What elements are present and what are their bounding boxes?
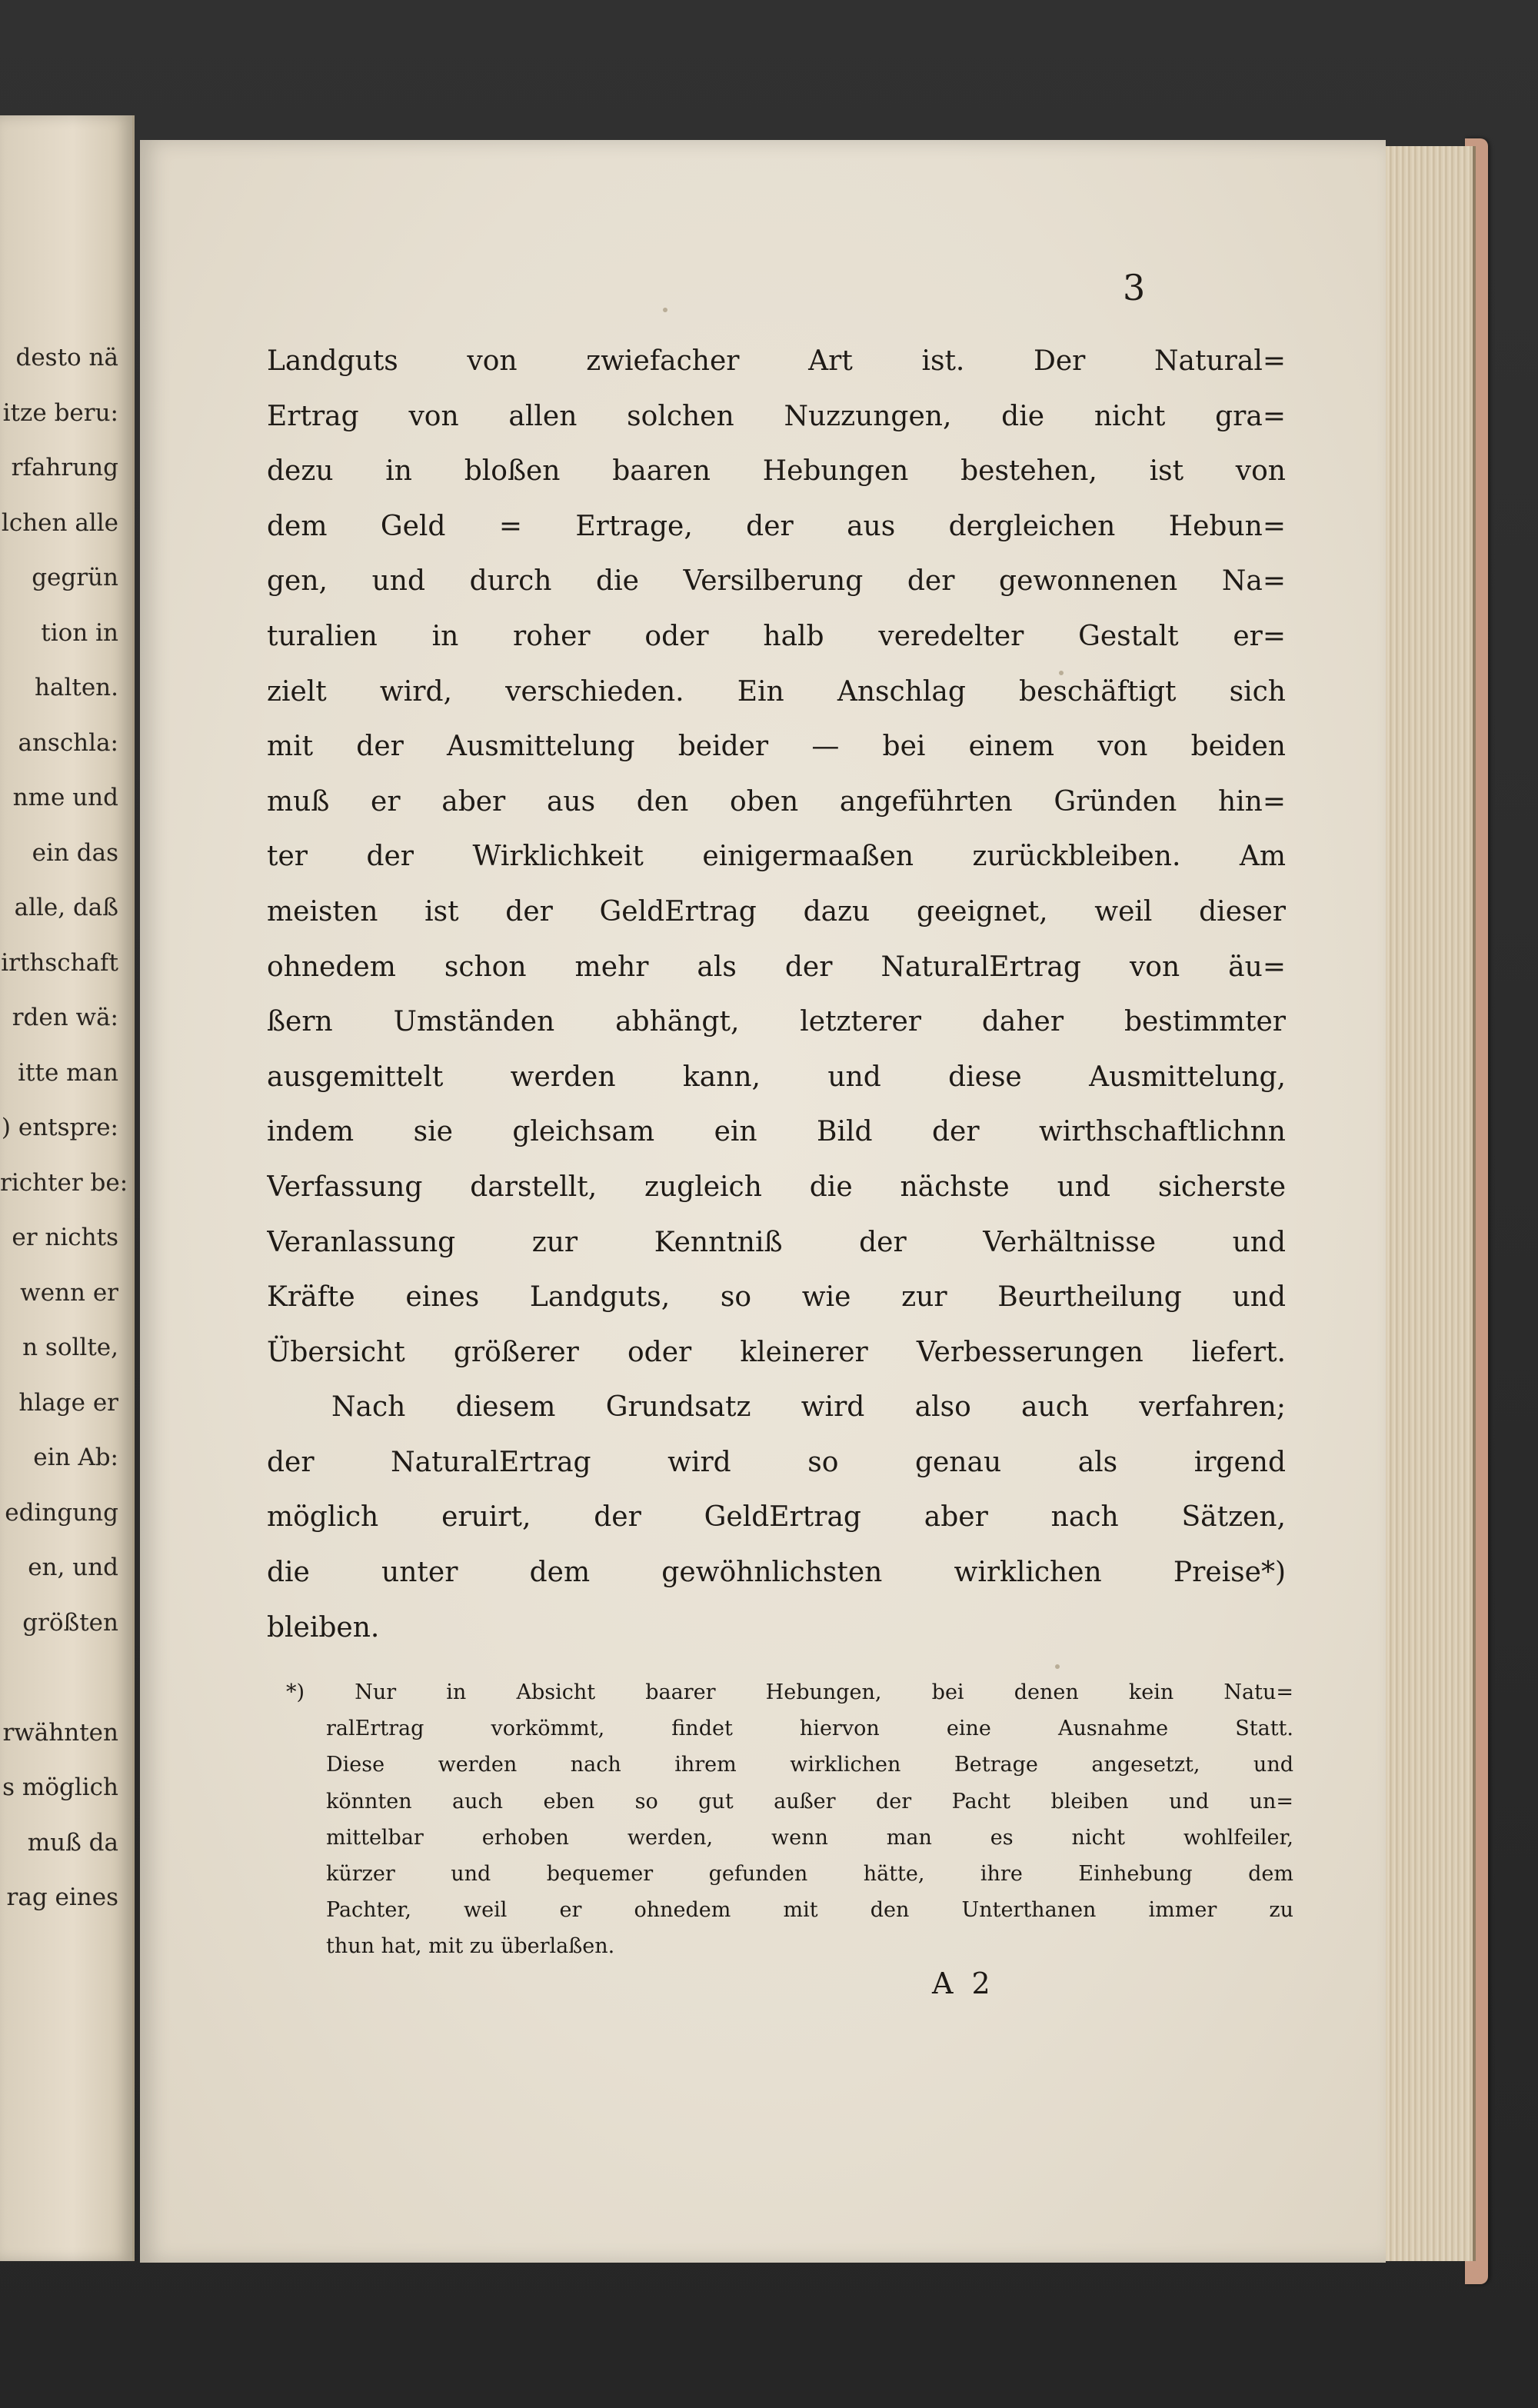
left-facing-page <box>0 115 135 2261</box>
text-line: meisten ist der GeldErtrag dazu geeignet, weil dieser <box>267 895 1286 928</box>
left-line: hlage er <box>18 1388 118 1417</box>
left-line: desto nä <box>15 344 118 371</box>
footnote-line: thun hat, mit zu überlaßen. <box>326 1934 615 1959</box>
left-line: wenn er <box>20 1278 118 1307</box>
left-line: irthschaft <box>1 948 118 977</box>
left-line: ein das <box>32 838 118 867</box>
text-line: Ertrag von allen solchen Nuzzungen, die nicht gra= <box>267 400 1286 432</box>
text-line: indem sie gleichsam ein Bild der wirthschaftlichnn <box>267 1116 1286 1148</box>
left-line: itze beru: <box>2 398 118 427</box>
text-line: der NaturalErtrag wird so genau als irgend <box>267 1446 1286 1478</box>
left-line: rag eines <box>6 1883 118 1911</box>
text-line: dem Geld = Ertrage, der aus dergleichen Hebun= <box>267 510 1286 542</box>
text-line: Verfassung darstellt, zugleich die nächste und sicherste <box>267 1171 1286 1203</box>
text-line: ohnedem schon mehr als der NaturalErtrag von äu= <box>267 951 1286 983</box>
left-line: er nichts <box>12 1224 118 1251</box>
left-line: tion in <box>41 618 118 647</box>
footnote <box>286 1674 1293 1965</box>
left-page-text <box>0 331 132 1926</box>
text-line: Übersicht größerer oder kleinerer Verbesserungen liefert. <box>267 1336 1286 1368</box>
text-line: die unter dem gewöhnlichsten wirklichen Preise*) <box>267 1557 1286 1589</box>
right-page <box>140 140 1386 2263</box>
text-line: bleiben. <box>267 1611 380 1644</box>
paper-speck <box>663 308 667 312</box>
text-line: ßern Umständen abhängt, letzterer daher bestimmter <box>267 1006 1286 1038</box>
footnote-line: kürzer und bequemer gefunden hätte, ihre Einhebung dem <box>326 1861 1293 1886</box>
left-line: rden wä: <box>12 1004 118 1031</box>
text-line: möglich eruirt, der GeldErtrag aber nach Sätzen, <box>267 1501 1286 1534</box>
text-line: muß er aber aus den oben angeführten Gründen hin= <box>267 785 1286 818</box>
paper-speck <box>1055 1664 1060 1669</box>
left-line: halten. <box>35 674 118 701</box>
text-line: Kräfte eines Landguts, so wie zur Beurtheilung und <box>267 1281 1286 1314</box>
left-line: ) entspre: <box>1 1114 118 1141</box>
left-line: n sollte, <box>22 1334 118 1361</box>
page-number: 3 <box>1123 267 1146 308</box>
text-line: dezu in bloßen baaren Hebungen bestehen, ist von <box>267 455 1286 488</box>
text-line: ausgemittelt werden kann, und diese Ausmittelung, <box>267 1061 1286 1093</box>
footnote-line: mittelbar erhoben werden, wenn man es nicht wohlfeiler, <box>326 1825 1293 1850</box>
page-block-edges <box>1380 146 1476 2261</box>
left-line: richter be: <box>0 1168 128 1197</box>
left-line: gegrün <box>32 564 118 591</box>
text-line: gen, und durch die Versilberung der gewonnenen Na= <box>267 565 1286 598</box>
left-line: alle, daß <box>14 894 118 921</box>
text-line: zielt wird, verschieden. Ein Anschlag beschäftigt sich <box>267 675 1286 708</box>
footnote-line: ralErtrag vorkömmt, findet hiervon eine Ausnahme Statt. <box>326 1717 1293 1741</box>
left-line: rwähnten <box>2 1718 118 1747</box>
footnote-line: *) Nur in Absicht baarer Hebungen, bei denen kein Natu= <box>286 1680 1293 1704</box>
text-line: Nach diesem Grundsatz wird also auch verfahren; <box>331 1391 1286 1424</box>
left-line: nme und <box>12 784 118 811</box>
left-line <box>0 1650 132 1706</box>
footnote-line: könnten auch eben so gut außer der Pacht bleiben und un= <box>326 1789 1293 1813</box>
left-line: lchen alle <box>1 508 118 537</box>
text-line: Veranlassung zur Kenntniß der Verhältnisse und <box>267 1226 1286 1258</box>
left-line: muß da <box>27 1828 118 1857</box>
left-line: anschla: <box>18 728 118 757</box>
left-line: s möglich <box>2 1774 118 1801</box>
signature-mark: A 2 <box>932 1967 995 2000</box>
body-text <box>267 334 1286 1655</box>
text-line: mit der Ausmittelung beider — bei einem von beiden <box>267 731 1286 763</box>
left-line: größten <box>22 1608 118 1637</box>
left-line: rfahrung <box>11 454 118 481</box>
left-line: edingung <box>5 1498 118 1527</box>
left-line: itte man <box>18 1058 118 1087</box>
text-line: Landguts von zwiefacher Art ist. Der Natural= <box>267 345 1286 377</box>
text-line: turalien in roher oder halb veredelter Gestalt er= <box>267 620 1286 652</box>
left-line: ein Ab: <box>33 1444 118 1471</box>
footnote-line: Pachter, weil er ohnedem mit den Unterthanen immer zu <box>326 1898 1293 1923</box>
left-line: en, und <box>28 1554 118 1581</box>
text-line: ter der Wirklichkeit einigermaaßen zurückbleiben. Am <box>267 841 1286 873</box>
footnote-line: Diese werden nach ihrem wirklichen Betrage angesetzt, und <box>326 1753 1293 1777</box>
